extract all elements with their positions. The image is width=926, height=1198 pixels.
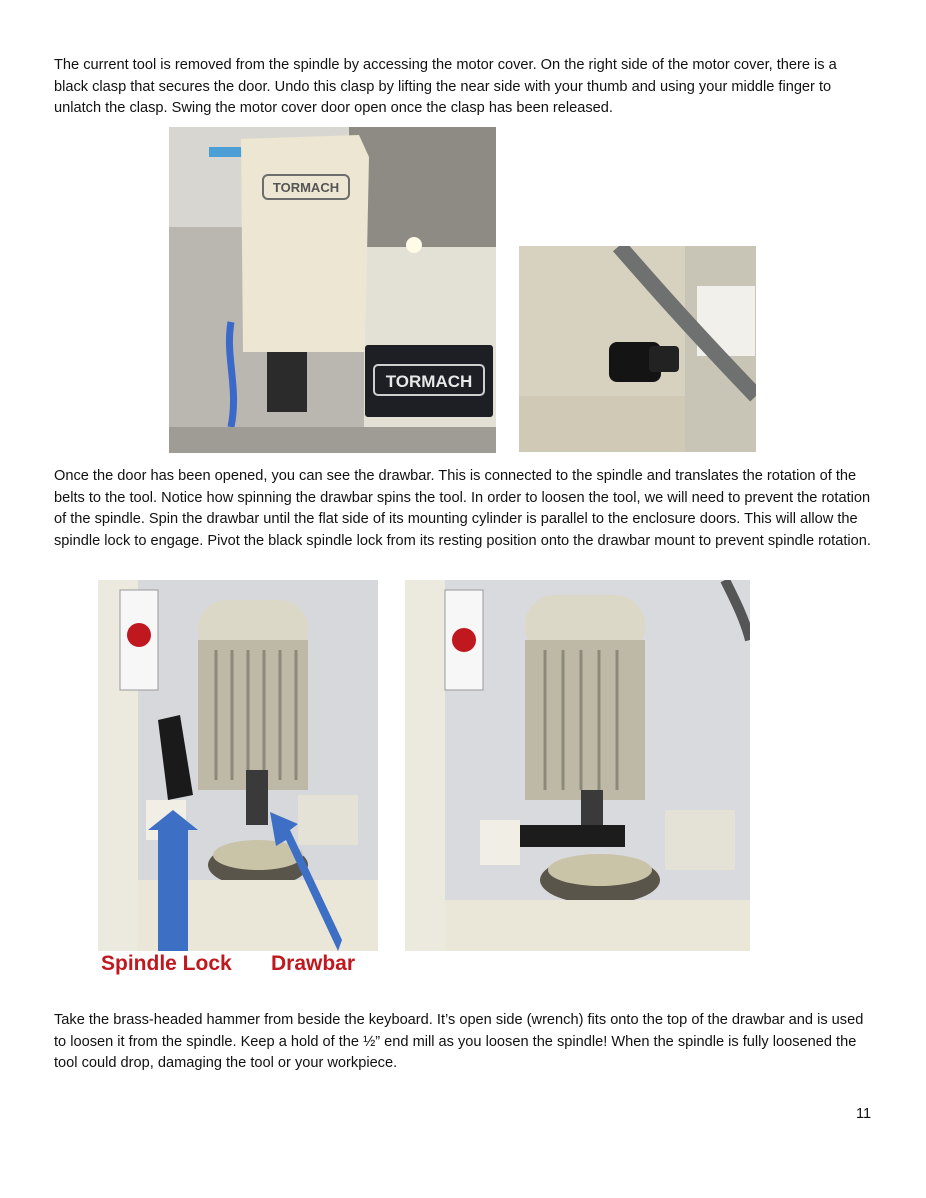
black-clasp-photo [519, 246, 756, 452]
intro-paragraph: The current tool is removed from the spindle by accessing the motor cover. On the right side of the motor cover, there is a black clasp that secures the door. Undo this clasp by lifting the near side with your thumb and using your middle finger to unlatch the clasp. Swing the motor cover door open once the clasp has been released. [54, 57, 837, 116]
tormach-logo-cover: TORMACH [272, 180, 340, 195]
drawbar-label: Drawbar [271, 952, 356, 975]
motor-cover-photo [169, 127, 496, 453]
drawbar-paragraph: Once the door has been opened, you can see the drawbar. This is connected to the spindle and translates the rotation of the belts to the tool. Notice how spinning the drawbar spins the tool. In order to loosen the tool, we will need to prevent the rotation of the spindle. Spin the drawbar until the flat side of its mounting cylinder is parallel to the enclosure doors. This will allow the spindle lock to engage. Pivot the black spindle lock from its resting position onto the drawbar mount to prevent spindle rotation. [54, 468, 871, 549]
spindle-lock-engaged-photo [405, 580, 750, 951]
hammer-paragraph: Take the brass-headed hammer from beside the keyboard. It’s open side (wrench) fits onto the top of the drawbar and is used to loosen it from the spindle. Keep a hold of the ½” end mill as you loosen the spindle! When the spindle is fully loosened the tool could drop, damaging the tool or your workpiece. [54, 1012, 864, 1071]
tormach-logo-plate: TORMACH [385, 372, 473, 391]
page-number: 11 [856, 1106, 872, 1122]
spindle-lock-resting-photo [98, 580, 378, 951]
spindle-lock-label: Spindle Lock [101, 952, 232, 975]
